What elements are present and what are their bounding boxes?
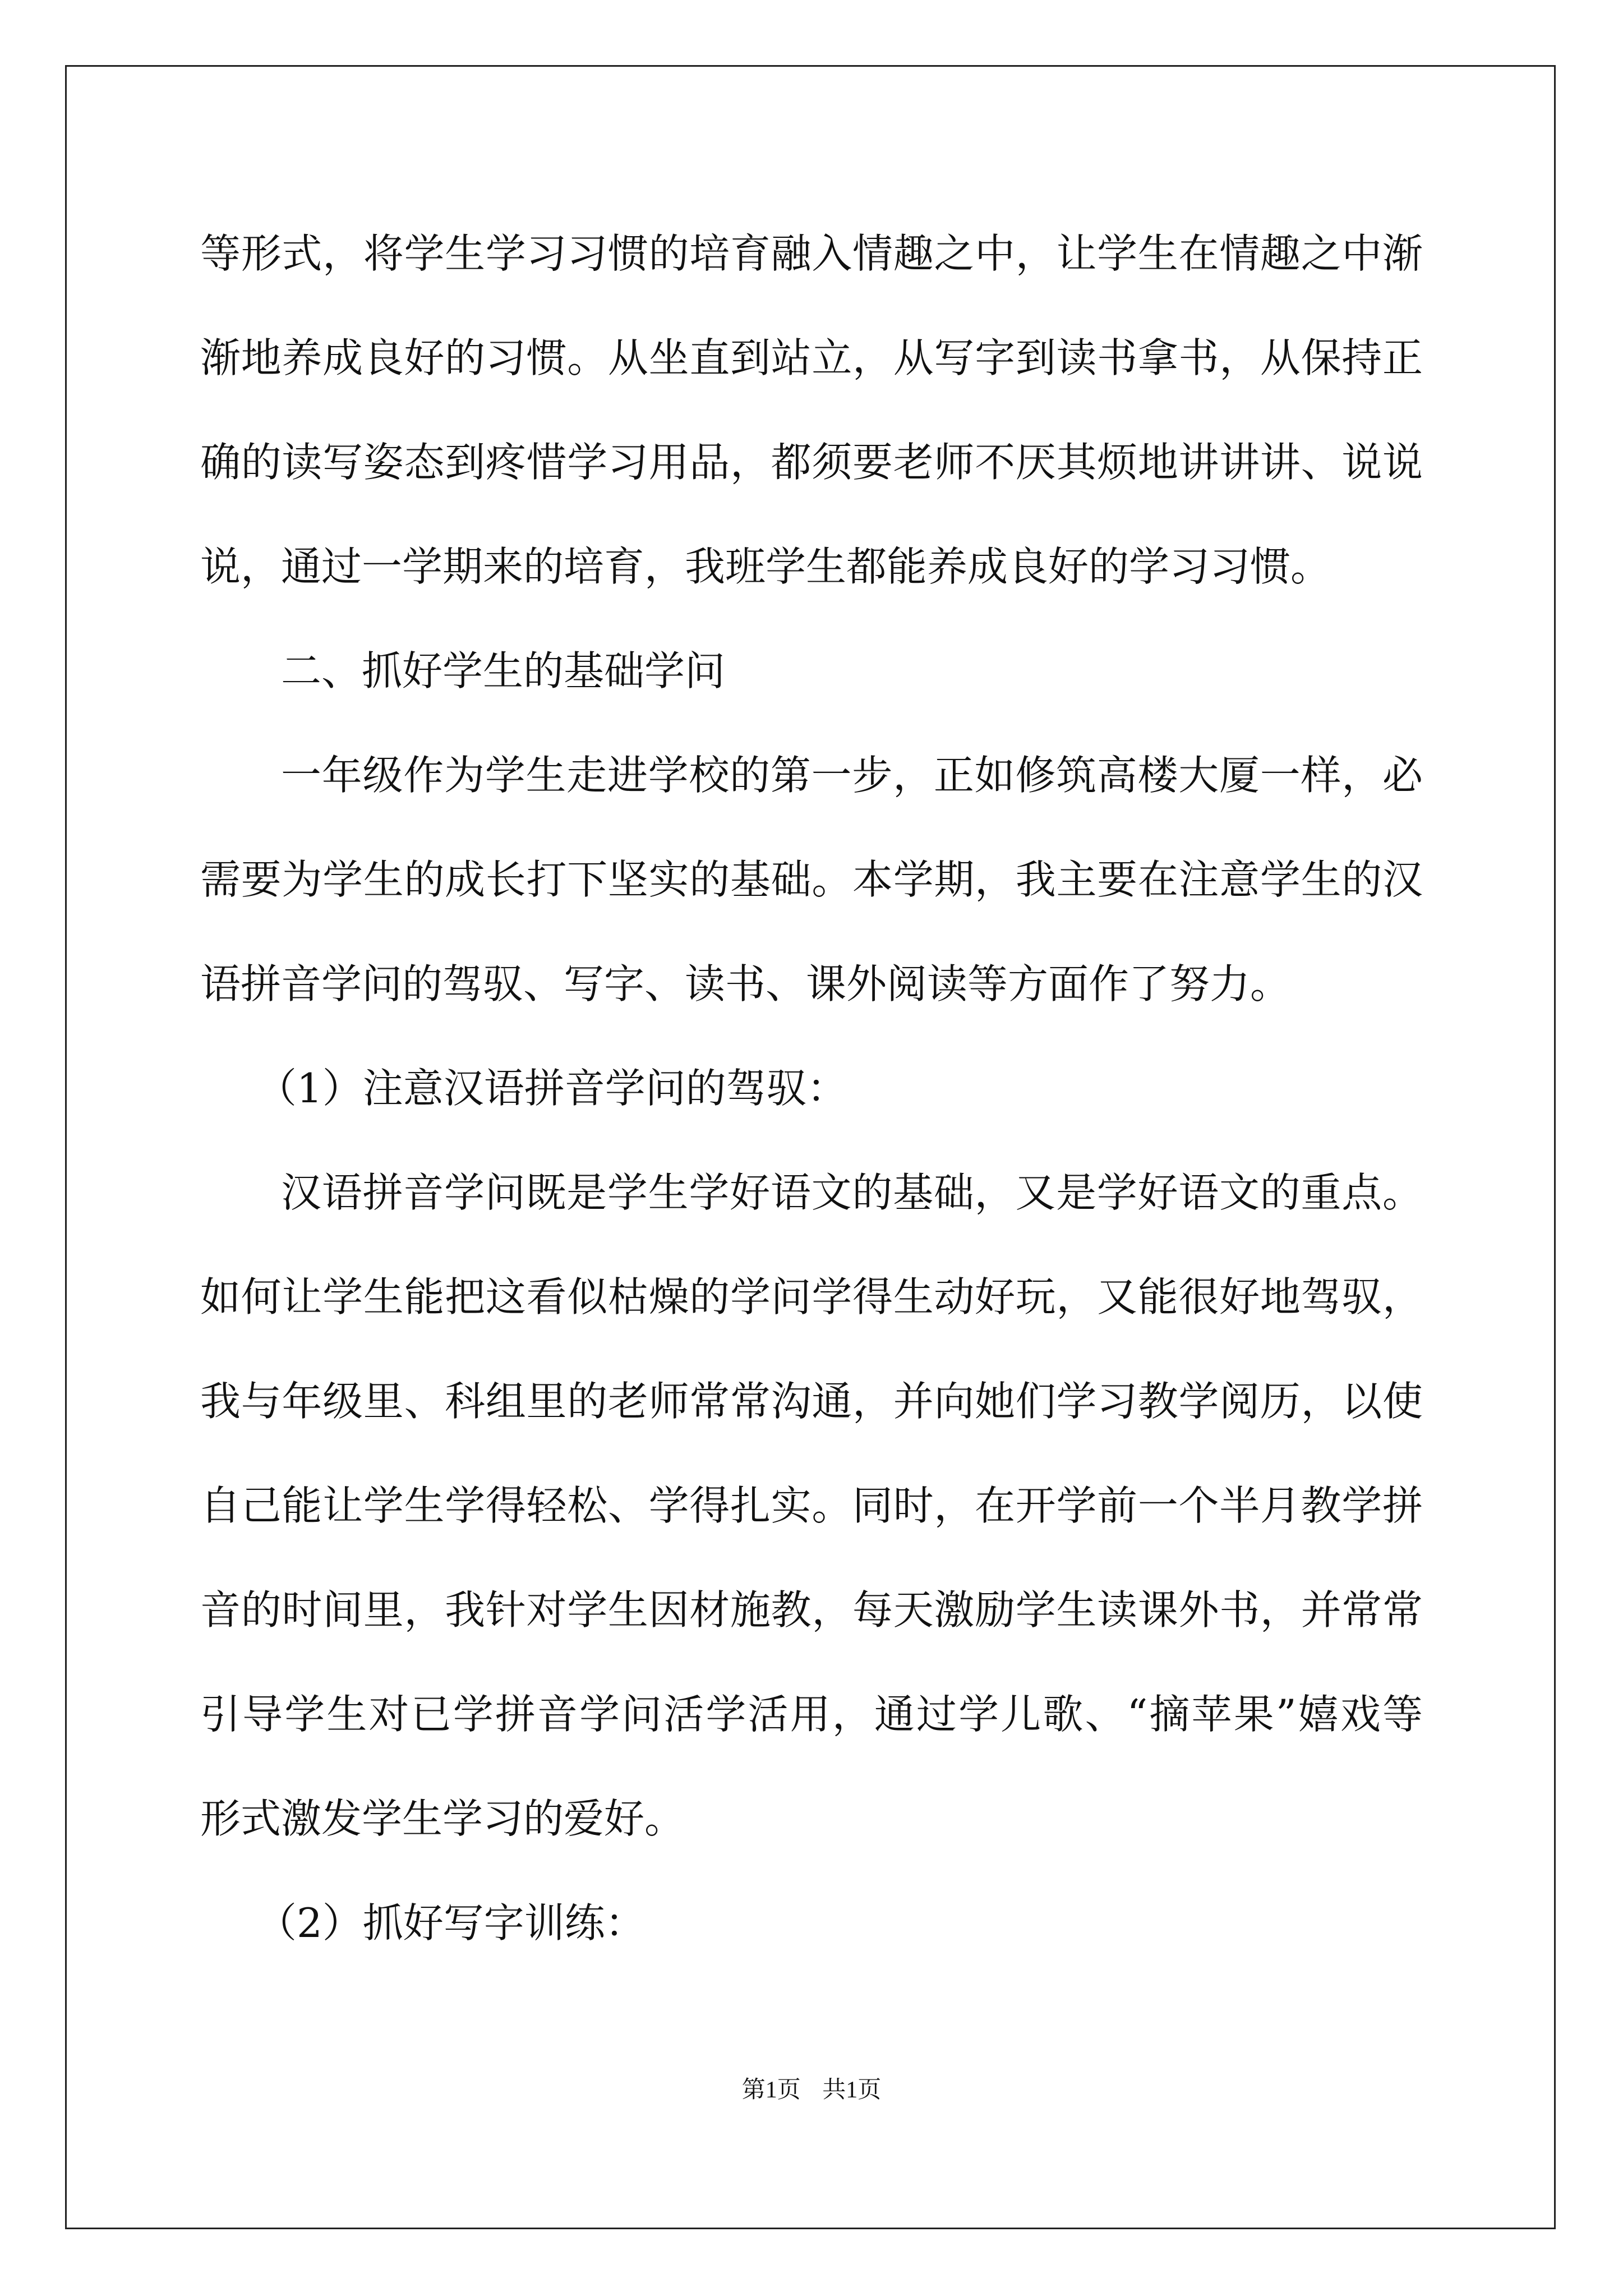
paragraph-line: 形式激发学生学习的爱好。 [200, 1795, 685, 1842]
paragraph-line: 一年级作为学生走进学校的第一步，正如修筑高楼大厦一样，必 [281, 752, 1423, 799]
paragraph-line: 音的时间里，我针对学生因材施教，每天激励学生读课外书，并常常 [200, 1586, 1423, 1634]
subsection-heading: （2）抓好写字训练： [256, 1899, 645, 1947]
paragraph-line: 汉语拼音学问既是学生学好语文的基础，又是学好语文的重点。 [281, 1169, 1423, 1216]
paragraph-line: 自己能让学生学得轻松、学得扎实。同时，在开学前一个半月教学拼 [200, 1482, 1423, 1529]
paragraph-line: 引导学生对已学拼音学问活学活用，通过学儿歌、“摘苹果”嬉戏等 [200, 1691, 1423, 1738]
paragraph-line: 我与年级里、科组里的老师常常沟通，并向她们学习教学阅历，以使 [200, 1378, 1423, 1425]
page-footer [0, 2073, 1623, 2107]
paragraph-line: 渐地养成良好的习惯。从坐直到站立，从写字到读书拿书，从保持正 [200, 334, 1423, 381]
paragraph-line: 需要为学生的成长打下坚实的基础。本学期，我主要在注意学生的汉 [200, 856, 1423, 903]
paragraph-line: 语拼音学问的驾驭、写字、读书、课外阅读等方面作了努力。 [200, 960, 1291, 1007]
page-number-current: 第1页 [741, 2077, 801, 2103]
section-heading: 二、抓好学生的基础学问 [281, 647, 726, 694]
paragraph-line: 说，通过一学期来的培育，我班学生都能养成良好的学习习惯。 [200, 543, 1331, 590]
page-number-total: 共1页 [822, 2077, 882, 2103]
paragraph-line: 如何让学生能把这看似枯燥的学问学得生动好玩，又能很好地驾驭， [200, 1273, 1423, 1320]
paragraph-line: 等形式，将学生学习习惯的培育融入情趣之中，让学生在情趣之中渐 [200, 230, 1423, 277]
subsection-heading: （1）注意汉语拼音学问的驾驭： [256, 1065, 847, 1112]
paragraph-line: 确的读写姿态到疼惜学习用品，都须要老师不厌其烦地讲讲讲、说说 [200, 439, 1423, 486]
